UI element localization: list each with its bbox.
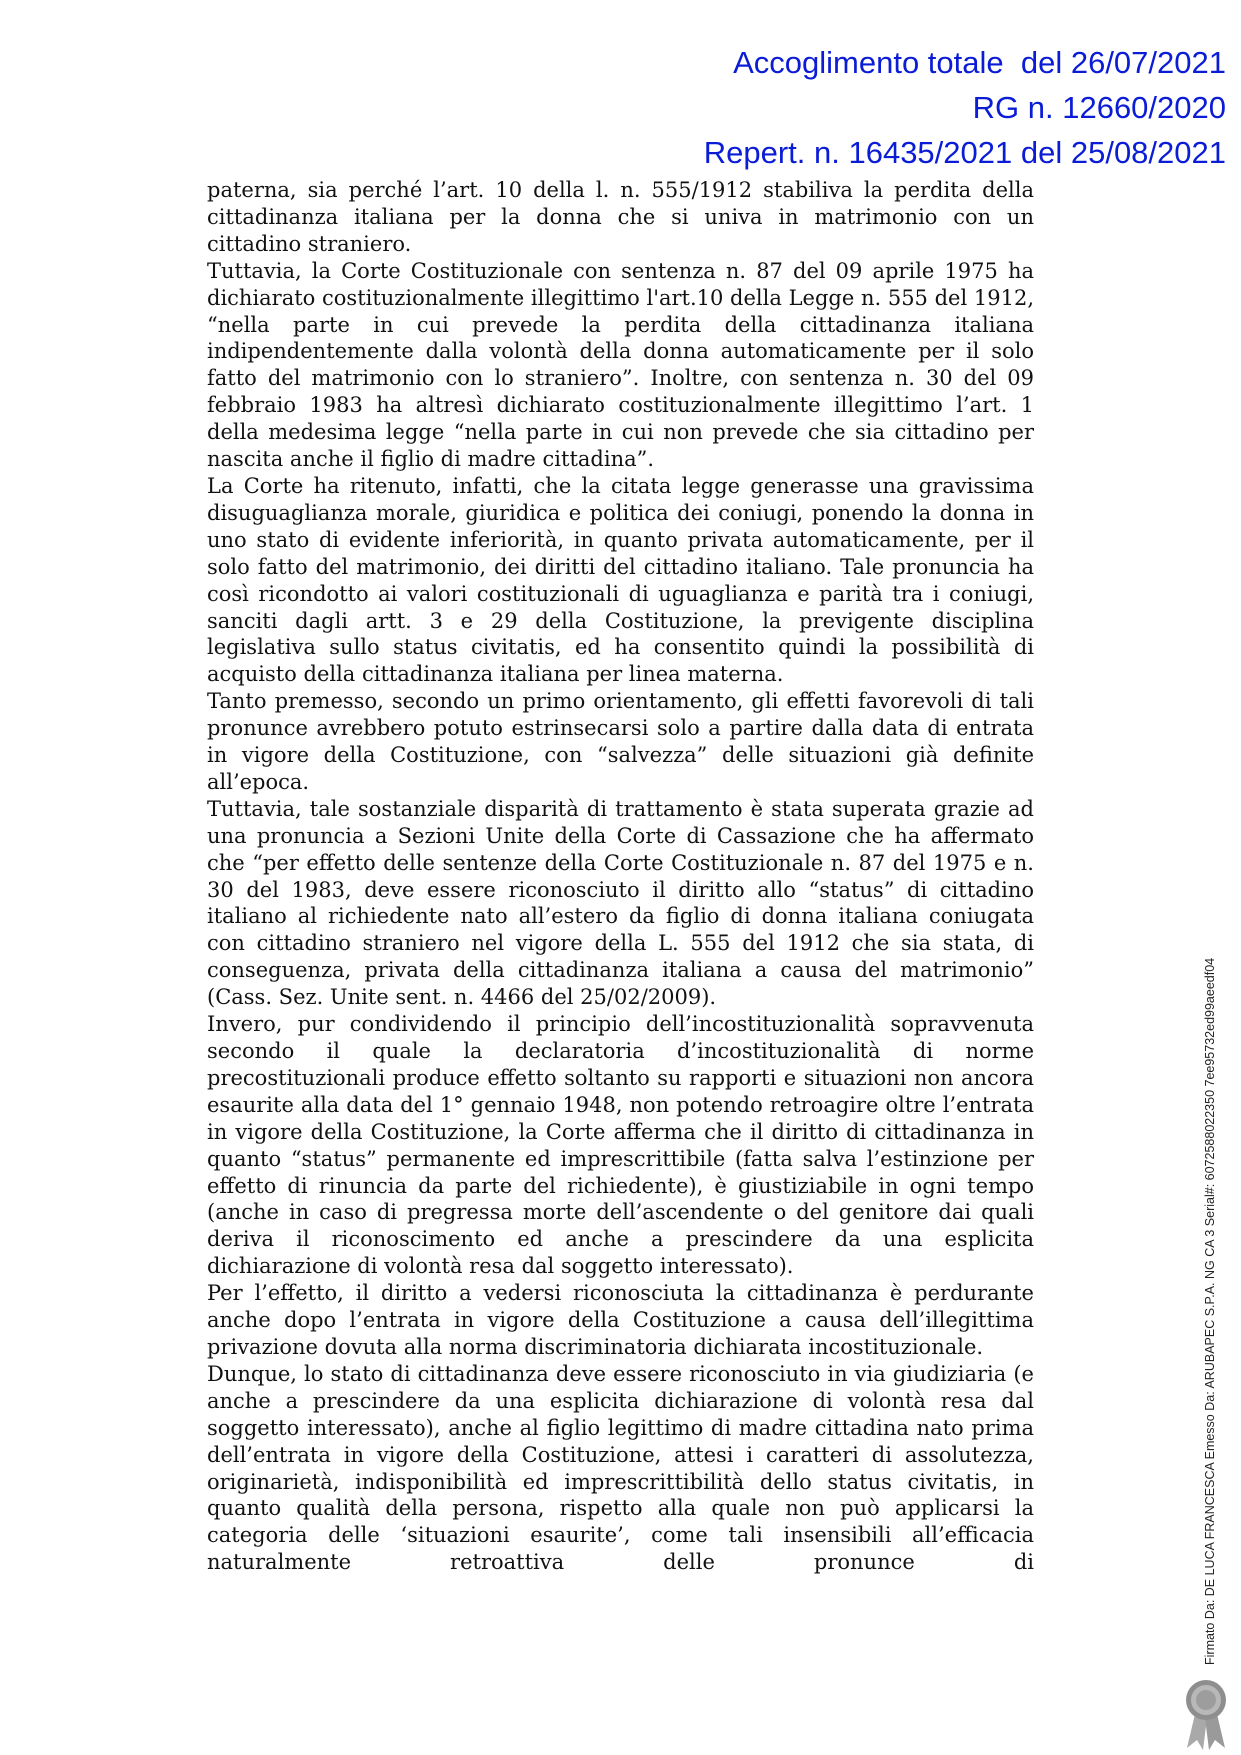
- document-body: [207, 177, 1034, 1576]
- paragraph-8: Dunque, lo stato di cittadinanza deve essere riconosciuto in via giudiziaria (e anche a prescindere da una esplicita dichiarazione di volontà resa dal soggetto interessato), anche al figlio legittimo di madre cittadina nato prima dell’entrata in vigore della Costituzione, attesi i caratteri di assolutezza, originarietà, indisponibilità ed imprescrittibilità dello status civitatis, in quanto qualità della persona, rispetto alla quale non può applicarsi la categoria delle ‘situazioni esaurite’, come tali insensibili all’efficacia naturalmente retroattiva delle pronunce di: [207, 1361, 1034, 1575]
- document-header: [704, 40, 1226, 175]
- paragraph-1: paterna, sia perché l’art. 10 della l. n. 555/1912 stabiliva la perdita della cittadinanza italiana per la donna che si univa in matrimonio con un cittadino straniero.: [207, 178, 1034, 256]
- seal-ribbon-icon: [1181, 1676, 1231, 1752]
- header-rg-line: RG n. 12660/2020: [972, 90, 1226, 125]
- digital-signature-stamp: Firmato Da: DE LUCA FRANCESCA Emesso Da: ARUBAPEC S.P.A. NG CA 3 Serial#: 6072588022350 7ee95732ed99aeedf04: [1203, 957, 1217, 1665]
- paragraph-6: Invero, pur condividendo il principio dell’incostituzionalità sopravvenuta secondo il quale la declaratoria d’incostituzionalità di norme precostituzionali produce effetto soltanto su rapporti e situazioni non ancora esaurite alla data del 1° gennaio 1948, non potendo retroagire oltre l’entrata in vigore della Costituzione, la Corte afferma che il diritto di cittadinanza in quanto “status” permanente ed imprescrittibile (fatta salva l’estinzione per effetto di rinuncia da parte del richiedente), è giustiziabile in ogni tempo (anche in caso di pregressa morte dell’ascendente o del genitore dai quali deriva il riconoscimento ed anche a prescindere da una esplicita dichiarazione di volontà resa dal soggetto interessato).: [207, 1012, 1034, 1279]
- header-repert-line: Repert. n. 16435/2021 del 25/08/2021: [703, 135, 1226, 170]
- paragraph-3: La Corte ha ritenuto, infatti, che la citata legge generasse una gravissima disuguaglianza morale, giuridica e politica dei coniugi, ponendo la donna in uno stato di evidente inferiorità, in quanto privata automaticamente, per il solo fatto del matrimonio, dei diritti del cittadino italiano. Tale pronuncia ha così ricondotto ai valori costituzionali di uguaglianza e parità tra i coniugi, sanciti dagli artt. 3 e 29 della Costituzione, la previgente disciplina legislativa sullo status civitatis, ed ha consentito quindi la possibilità di acquisto della cittadinanza italiana per linea materna.: [207, 473, 1034, 687]
- header-decision-line: Accoglimento totale del 26/07/2021: [733, 45, 1226, 80]
- paragraph-2: Tuttavia, la Corte Costituzionale con sentenza n. 87 del 09 aprile 1975 ha dichiarato costituzionalmente illegittimo l'art.10 della Legge n. 555 del 1912, “nella parte in cui prevede la perdita della cittadinanza italiana indipendentemente dalla volontà della donna automaticamente per il solo fatto del matrimonio con lo straniero”. Inoltre, con sentenza n. 30 del 09 febbraio 1983 ha altresì dichiarato costituzionalmente illegittimo l’art. 1 della medesima legge “nella parte in cui non prevede che sia cittadino per nascita anche il figlio di madre cittadina”.: [207, 258, 1034, 472]
- paragraph-4: Tanto premesso, secondo un primo orientamento, gli effetti favorevoli di tali pronunce avrebbero potuto estrinsecarsi solo a partire dalla data di entrata in vigore della Costituzione, con “salvezza” delle situazioni già definite all’epoca.: [207, 689, 1034, 794]
- paragraph-5: Tuttavia, tale sostanziale disparità di trattamento è stata superata grazie ad una pronuncia a Sezioni Unite della Corte di Cassazione che ha affermato che “per effetto delle sentenze della Corte Costituzionale n. 87 del 1975 e n. 30 del 1983, deve essere riconosciuto il diritto allo “status” di cittadino italiano al richiedente nato all’estero da figlio di donna italiana coniugata con cittadino straniero nel vigore della L. 555 del 1912 che sia stata, di conseguenza, privata della cittadinanza italiana a causa del matrimonio” (Cass. Sez. Unite sent. n. 4466 del 25/02/2009).: [207, 796, 1034, 1010]
- paragraph-7: Per l’effetto, il diritto a vedersi riconosciuta la cittadinanza è perdurante anche dopo l’entrata in vigore della Costituzione a causa dell’illegittima privazione dovuta alla norma discriminatoria dichiarata incostituzionale.: [207, 1281, 1034, 1359]
